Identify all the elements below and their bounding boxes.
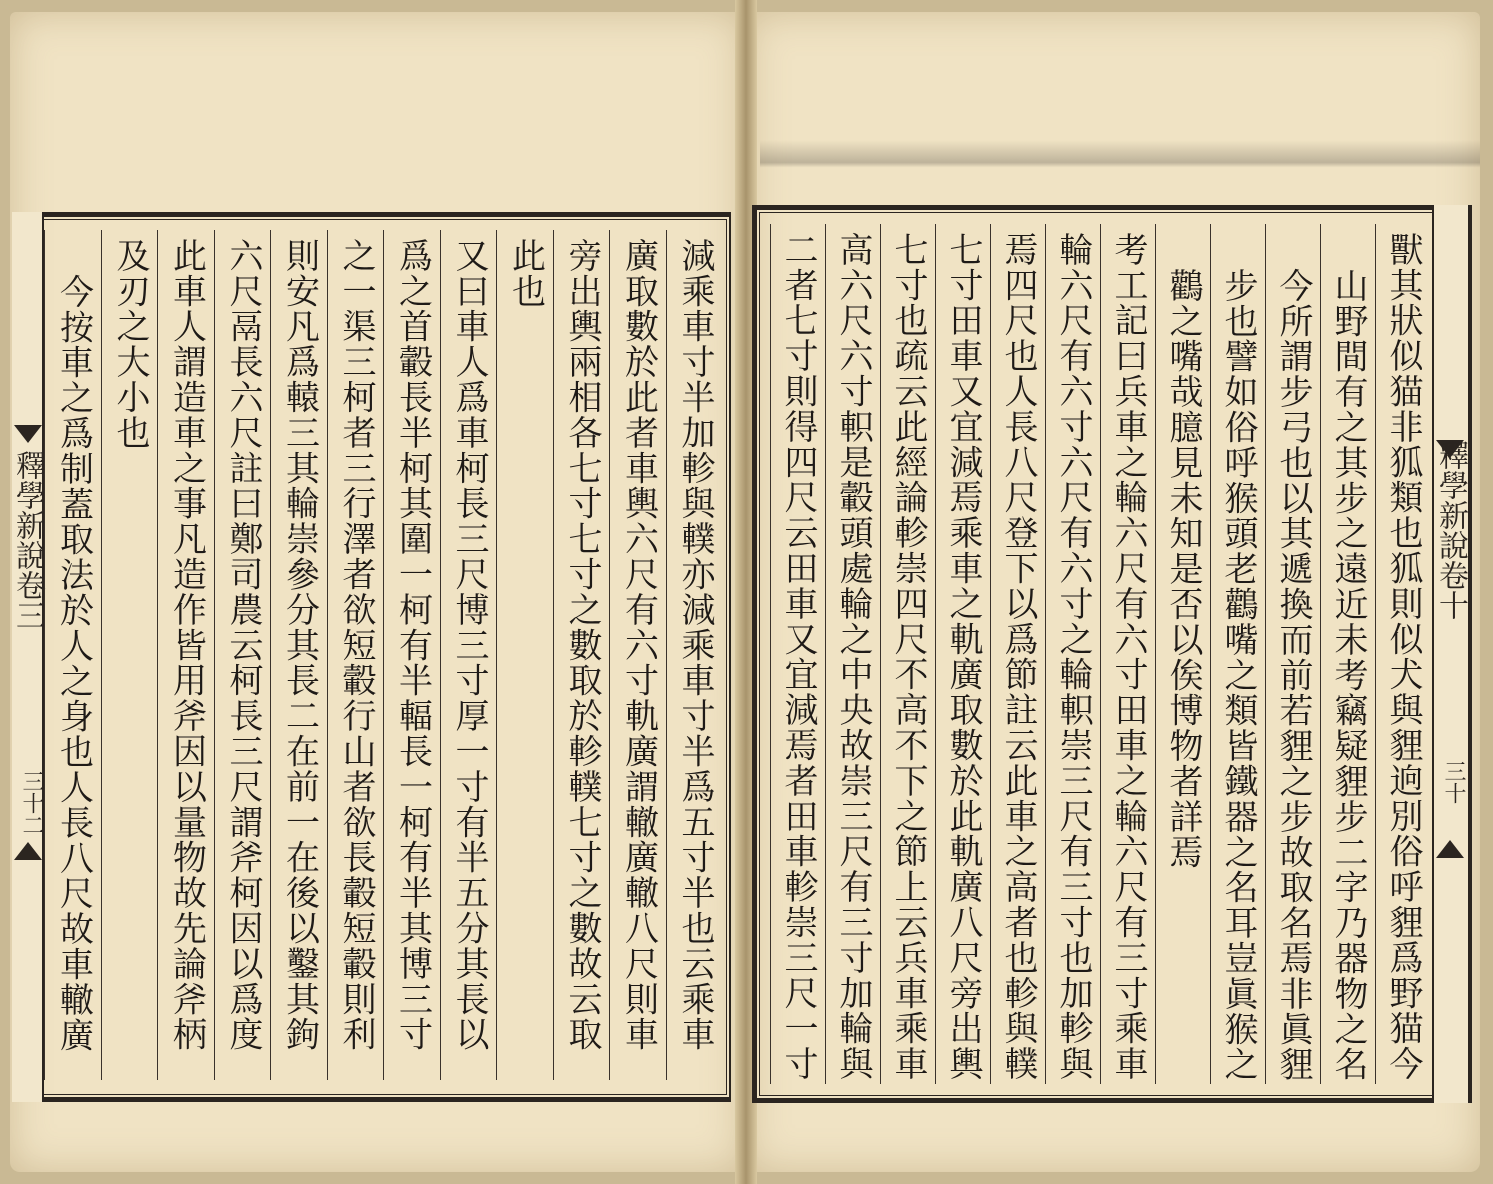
text-column: 此車人謂造車之事凡造作皆用斧因以量物故先論斧柄 bbox=[157, 230, 214, 1080]
text-column: 及刃之大小也 bbox=[101, 230, 158, 1080]
text-column: 今按車之爲制蓋取法於人之身也人長八尺故車轍廣 bbox=[44, 230, 101, 1080]
text-column: 二者七寸則得四尺云田車又宜減焉者田車軫崇三尺一寸 bbox=[770, 224, 825, 1084]
text-column: 又曰車人爲車柯長三尺博三寸厚一寸有半五分其長以 bbox=[440, 230, 497, 1080]
left-page-header: 釋學新說卷三 bbox=[10, 450, 45, 630]
text-column: 則安凡爲轅三其輪崇參分其長二在前一在後以鑿其鉤 bbox=[270, 230, 327, 1080]
text-column: 山野間有之其步之遠近未考竊疑貍步二字乃器物之名 bbox=[1320, 224, 1375, 1084]
left-page-folio: 三十二 bbox=[19, 770, 44, 836]
text-column: 今所謂步弓也以其遞換而前若貍之步故取名焉非眞貍 bbox=[1265, 224, 1320, 1084]
text-column: 旁出輿兩相各七寸七寸之數取於軫轐七寸之數故云取 bbox=[553, 230, 610, 1080]
text-column: 步也譬如俗呼猴頭老鸛嘴之類皆鐵器之名耳豈眞猴之 bbox=[1210, 224, 1265, 1084]
fishtail-mark-icon bbox=[1436, 840, 1464, 858]
text-column: 焉四尺也人長八尺登下以爲節註云此車之高者也軫與轐 bbox=[990, 224, 1045, 1084]
text-column: 輪六尺有六寸六尺有六寸之輪軹崇三尺有三寸也加軫與 bbox=[1045, 224, 1100, 1084]
text-column: 之一渠三柯者三行澤者欲短轂行山者欲長轂短轂則利 bbox=[327, 230, 384, 1080]
text-column: 爲之首轂長半柯其圍一柯有半輻長一柯有半其博三寸 bbox=[383, 230, 440, 1080]
right-page-header: 釋學新說卷十 bbox=[1433, 440, 1468, 620]
text-column: 考工記曰兵車之輪六尺有六寸田車之輪六尺有三寸乘車 bbox=[1100, 224, 1155, 1084]
left-text-block bbox=[44, 230, 722, 1080]
text-column: 七寸田車又宜減焉乘車之軌廣取數於此軌廣八尺旁出輿 bbox=[935, 224, 990, 1084]
text-column: 廣取數於此者車輿六尺有六寸軌廣謂轍廣轍八尺則車 bbox=[609, 230, 666, 1080]
text-column: 高六尺六寸軹是轂頭處輪之中央故崇三尺有三寸加輪與 bbox=[825, 224, 880, 1084]
text-column: 獸其狀似猫非狐類也狐則似犬與貍逈別俗呼貍爲野猫今 bbox=[1375, 224, 1430, 1084]
text-column: 鸛之嘴哉臆見未知是否以俟博物者詳焉 bbox=[1155, 224, 1210, 1084]
fishtail-mark-icon bbox=[14, 425, 42, 443]
text-column: 減乘車寸半加軫與轐亦減乘車寸半爲五寸半也云乘車 bbox=[666, 230, 723, 1080]
text-column: 六尺鬲長六尺註曰鄭司農云柯長三尺謂斧柯因以爲度 bbox=[214, 230, 271, 1080]
text-column: 七寸也疏云此經論軫崇四尺不高不下之節上云兵車乘車 bbox=[880, 224, 935, 1084]
fishtail-mark-icon bbox=[14, 842, 42, 860]
right-page-folio: 三十 bbox=[1441, 760, 1466, 804]
right-text-block bbox=[758, 224, 1430, 1084]
ink-smudge bbox=[760, 140, 1480, 190]
text-column: 此也 bbox=[496, 230, 553, 1080]
